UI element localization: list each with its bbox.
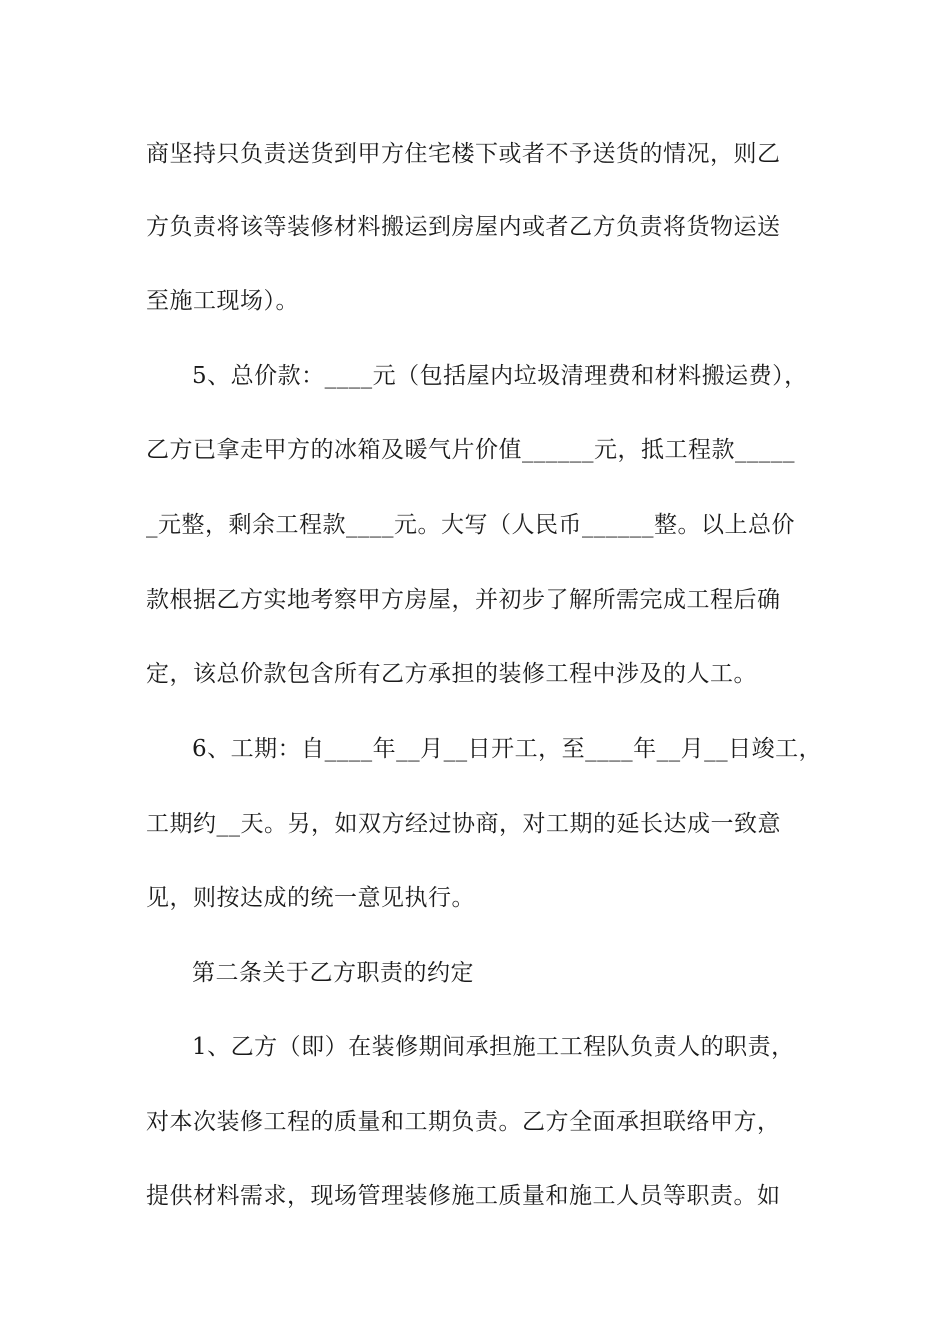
paragraph-line: 乙方已拿走甲方的冰箱及暖气片价值______元，抵工程款_____: [146, 437, 795, 463]
paragraph-line: 工期约__天。另，如双方经过协商，对工期的延长达成一致意: [146, 811, 781, 837]
paragraph-line: 定，该总价款包含所有乙方承担的装修工程中涉及的人工。: [146, 661, 757, 687]
paragraph-line: 方负责将该等装修材料搬运到房屋内或者乙方负责将货物运送: [146, 214, 781, 240]
paragraph-line: 款根据乙方实地考察甲方房屋，并初步了解所需完成工程后确: [146, 587, 781, 613]
paragraph-line: 见，则按达成的统一意见执行。: [146, 885, 475, 911]
paragraph-line: 提供材料需求，现场管理装修施工质量和施工人员等职责。如: [146, 1183, 781, 1209]
paragraph-line: _元整，剩余工程款____元。大写（人民币______整。以上总价: [146, 512, 795, 538]
paragraph-line: 至施工现场）。: [146, 288, 299, 314]
paragraph-line: 商坚持只负责送货到甲方住宅楼下或者不予送货的情况，则乙: [146, 141, 781, 167]
clause-5-total-price: 5、总价款：____元（包括屋内垃圾清理费和材料搬运费），: [192, 363, 808, 389]
article-2-heading: 第二条关于乙方职责的约定: [192, 960, 474, 986]
clause-6-schedule: 6、工期：自____年__月__日开工，至____年__月__日竣工，: [192, 736, 823, 762]
paragraph-line: 对本次装修工程的质量和工期负责。乙方全面承担联络甲方，: [146, 1109, 781, 1135]
clause-1-responsibility: 1、乙方（即）在装修期间承担施工工程队负责人的职责，: [192, 1034, 795, 1060]
